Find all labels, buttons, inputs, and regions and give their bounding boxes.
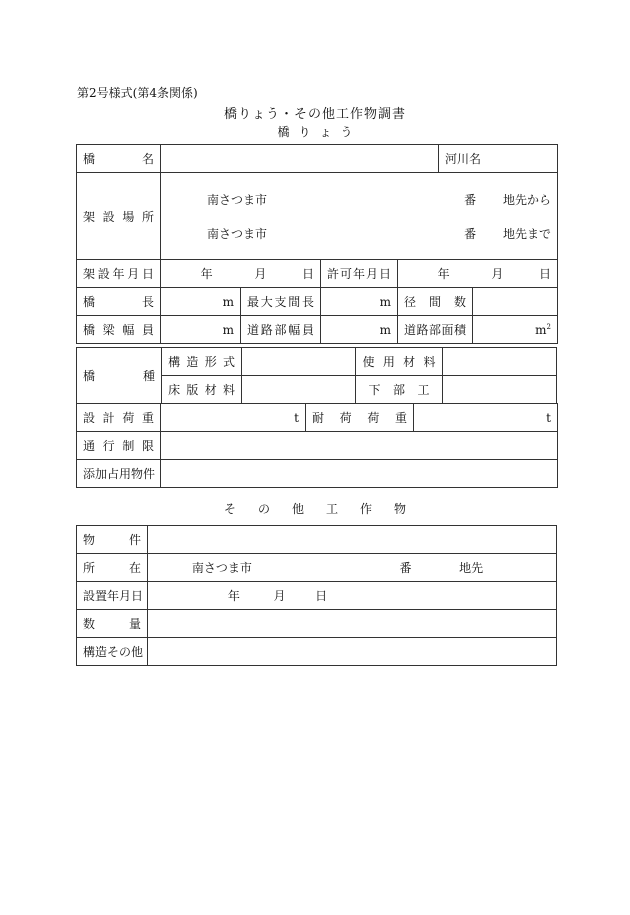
structure-form-field[interactable] — [242, 348, 356, 376]
load-capacity-label: 耐荷荷重 — [306, 404, 414, 432]
other-location-suffix: 地先 — [459, 561, 484, 575]
permit-date-field[interactable] — [398, 260, 558, 288]
structure-other-field[interactable] — [148, 638, 557, 666]
unit-m: m — [379, 294, 391, 309]
road-area-label: 道路部面積 — [398, 316, 473, 344]
design-load-field[interactable] — [161, 404, 306, 432]
location-city-1: 南さつま市 — [207, 192, 268, 207]
table-row — [77, 404, 558, 432]
road-width-label: 道路部幅員 — [241, 316, 321, 344]
built-date-label: 架設年月日 — [77, 260, 161, 288]
unit-m2: m — [535, 322, 547, 337]
quantity-label: 数量 — [77, 610, 148, 638]
river-name-label: 河川名 — [445, 152, 482, 166]
bridge-name-label: 橋名 — [77, 145, 161, 173]
traffic-limit-field[interactable] — [161, 432, 558, 460]
structure-form-label: 構造形式 — [162, 348, 242, 376]
unit-m: m — [379, 322, 391, 337]
length-label: 橋長 — [77, 288, 161, 316]
attached-items-field[interactable] — [161, 460, 558, 488]
bridge-type-table — [76, 347, 557, 404]
location-field[interactable] — [161, 173, 558, 260]
table-row — [77, 526, 557, 554]
location-suffix-2: 地先まで — [503, 226, 552, 241]
location-ban-2: 番 — [464, 226, 477, 241]
bridge-table — [76, 144, 558, 344]
bridge-load-table — [76, 403, 558, 488]
river-name-field[interactable] — [439, 145, 558, 173]
table-row — [77, 260, 558, 288]
install-date-label: 設置年月日 — [77, 582, 148, 610]
item-label: 物件 — [77, 526, 148, 554]
table-row — [77, 288, 558, 316]
spans-field[interactable] — [473, 288, 558, 316]
deck-material-label: 床版材料 — [162, 376, 242, 404]
other-location-ban: 番 — [399, 561, 412, 575]
unit-t: t — [546, 410, 551, 425]
table-row — [77, 554, 557, 582]
other-location-field[interactable] — [148, 554, 557, 582]
section-title-bridge: 橋りょう — [277, 125, 362, 139]
bridge-type-label: 橋種 — [77, 348, 162, 404]
road-width-field[interactable] — [321, 316, 398, 344]
table-row — [77, 348, 557, 376]
table-row — [77, 316, 558, 344]
max-span-field[interactable] — [321, 288, 398, 316]
unit-m: m — [222, 322, 234, 337]
item-field[interactable] — [148, 526, 557, 554]
day-unit: 日 — [539, 267, 552, 281]
substructure-label: 下部工 — [356, 376, 442, 404]
other-location-city: 南さつま市 — [191, 561, 252, 575]
table-row — [77, 432, 558, 460]
quantity-field[interactable] — [148, 610, 557, 638]
attached-items-label: 添加占用物件 — [77, 460, 161, 488]
road-area-field[interactable] — [473, 316, 558, 344]
built-date-field[interactable] — [161, 260, 321, 288]
length-field[interactable] — [161, 288, 241, 316]
year-unit: 年 — [227, 589, 240, 603]
install-date-field[interactable] — [148, 582, 557, 610]
table-row — [77, 173, 558, 260]
month-unit: 月 — [273, 589, 286, 603]
deck-material-field[interactable] — [242, 376, 356, 404]
form-number-label: 第2号様式(第4条関係) — [77, 86, 198, 100]
other-structures-table — [76, 525, 557, 666]
unit-m: m — [222, 294, 234, 309]
load-capacity-field[interactable] — [414, 404, 558, 432]
location-label: 架設場所 — [77, 173, 161, 260]
max-span-label: 最大支間長 — [241, 288, 321, 316]
unit-m2-superscript: 2 — [546, 322, 552, 331]
year-unit: 年 — [437, 267, 450, 281]
substructure-field[interactable] — [442, 376, 556, 404]
section-title-other: その他工作物 — [223, 502, 428, 516]
document-title: 橋りょう・その他工作物調書 — [223, 107, 406, 122]
table-row — [77, 582, 557, 610]
year-unit: 年 — [200, 267, 213, 281]
table-row — [77, 145, 558, 173]
day-unit: 日 — [301, 267, 314, 281]
spans-label: 径間数 — [398, 288, 473, 316]
location-suffix-1: 地先から — [503, 192, 552, 207]
width-field[interactable] — [161, 316, 241, 344]
permit-date-label: 許可年月日 — [321, 260, 398, 288]
traffic-limit-label: 通行制限 — [77, 432, 161, 460]
bridge-name-field[interactable] — [161, 145, 439, 173]
table-row — [77, 460, 558, 488]
unit-t: t — [294, 410, 299, 425]
material-label: 使用材料 — [356, 348, 442, 376]
width-label: 橋梁幅員 — [77, 316, 161, 344]
month-unit: 月 — [254, 267, 267, 281]
structure-other-label: 構造その他 — [77, 638, 148, 666]
location-ban-1: 番 — [464, 192, 477, 207]
location-city-2: 南さつま市 — [207, 226, 268, 241]
table-row — [77, 610, 557, 638]
day-unit: 日 — [315, 589, 328, 603]
other-location-label: 所在 — [77, 554, 148, 582]
design-load-label: 設計荷重 — [77, 404, 161, 432]
material-field[interactable] — [442, 348, 556, 376]
month-unit: 月 — [491, 267, 504, 281]
table-row — [77, 638, 557, 666]
